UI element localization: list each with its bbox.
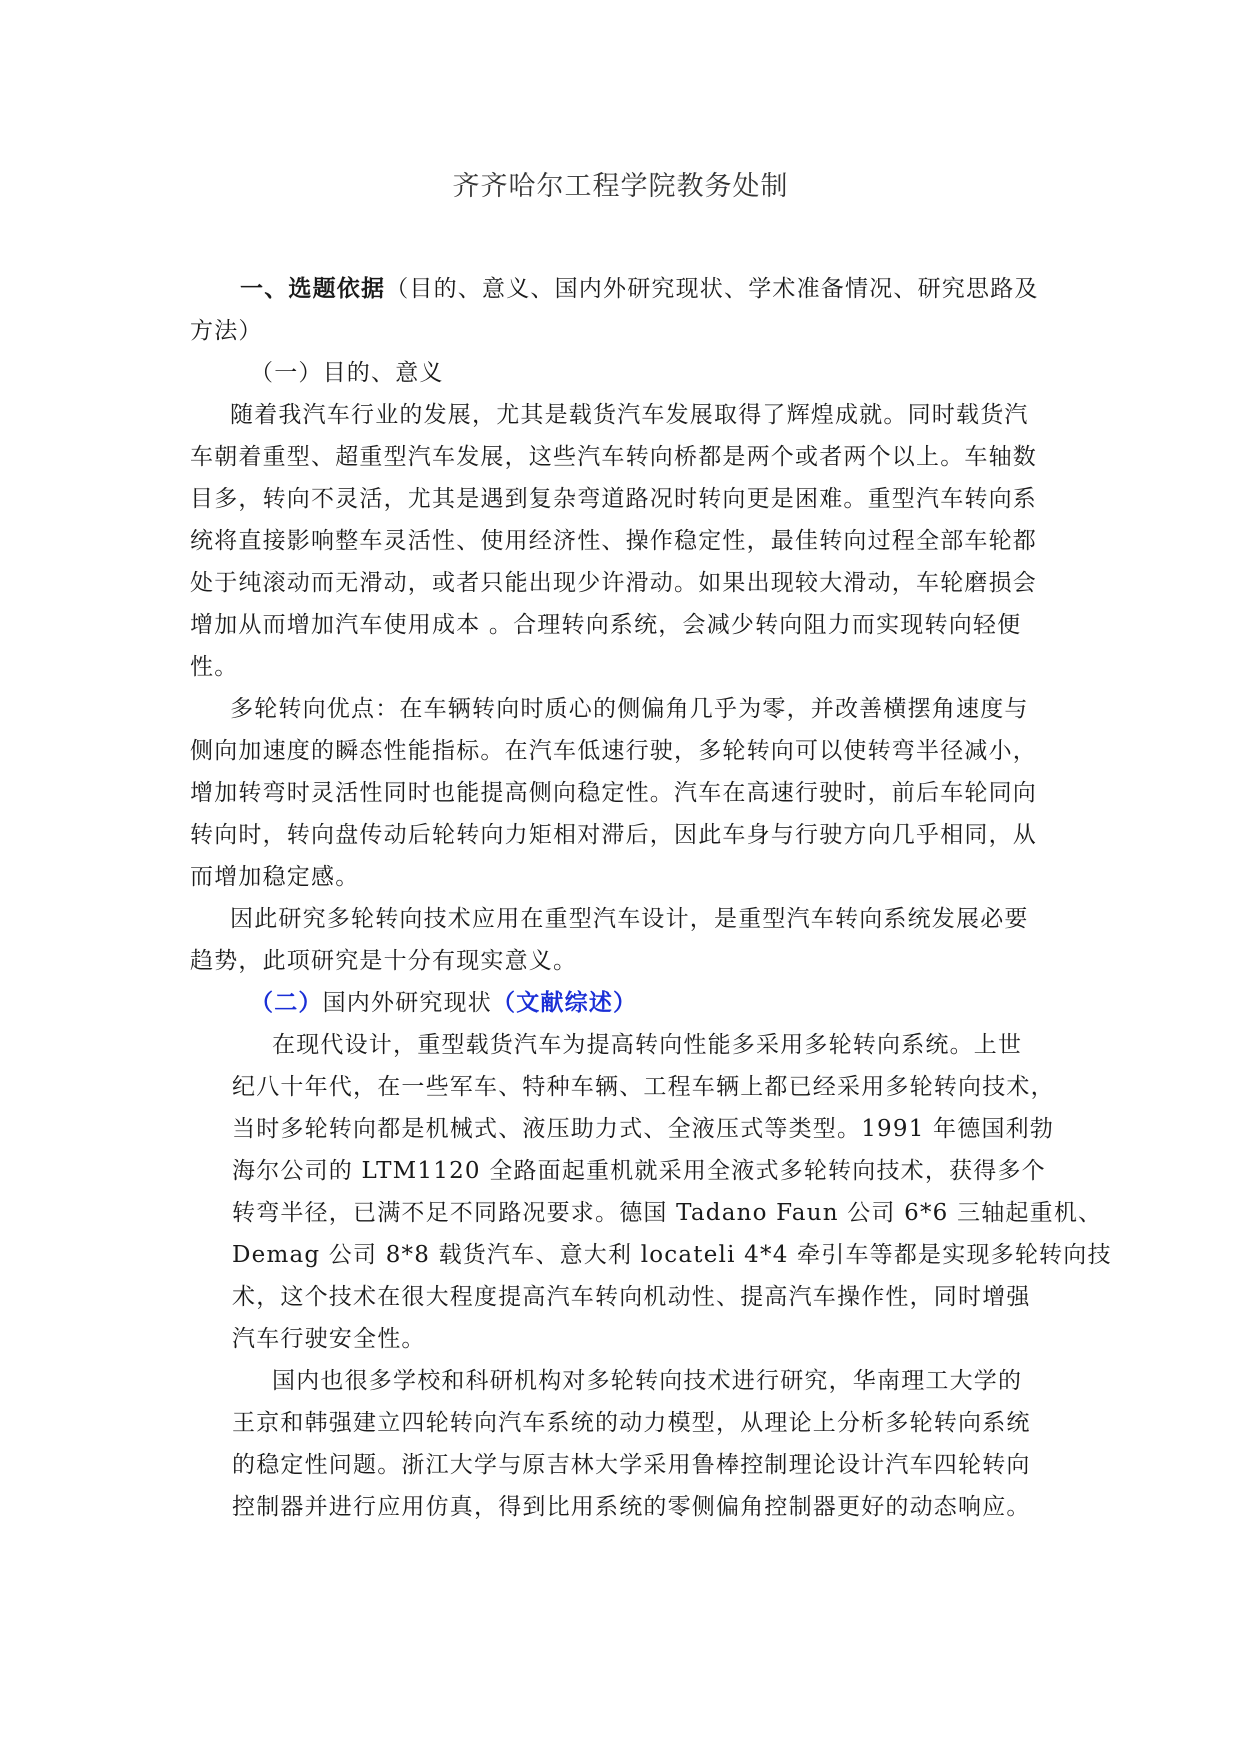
paragraph-line: 术，这个技术在很大程度提高汽车转向机动性、提高汽车操作性，同时增强	[232, 1284, 1031, 1310]
paragraph-line: 当时多轮转向都是机械式、液压助力式、全液压式等类型。1991 年德国利勃	[232, 1116, 1055, 1142]
paragraph-foreign-research	[232, 1024, 1112, 1360]
subsection-title: 国内外研究现状	[322, 990, 493, 1016]
subsection-heading-research-status	[250, 982, 1052, 1024]
paragraph-line: 增加转弯时灵活性同时也能提高侧向稳定性。汽车在高速行驶时，前后车轮同向	[190, 780, 1037, 806]
document-header: 齐齐哈尔工程学院教务处制	[452, 171, 789, 202]
section-heading-title: 一、选题依据	[240, 275, 386, 302]
paragraph-line: 在现代设计，重型载货汽车为提高转向性能多采用多轮转向系统。上世	[272, 1032, 1023, 1058]
paragraph-line: 性。	[190, 654, 239, 680]
paragraph-line: 多轮转向优点：在车辆转向时质心的侧偏角几乎为零，并改善横摆角速度与	[230, 696, 1029, 722]
paragraph-line: 纪八十年代，在一些军车、特种车辆、工程车辆上都已经采用多轮转向技术，	[232, 1074, 1055, 1100]
paragraph-line: 而增加稳定感。	[190, 864, 360, 890]
paragraph-line: 因此研究多轮转向技术应用在重型汽车设计，是重型汽车转向系统发展必要	[230, 906, 1029, 932]
paragraph-line: 处于纯滚动而无滑动，或者只能出现少许滑动。如果出现较大滑动，车轮磨损会	[190, 570, 1037, 596]
section-heading-subtitle: （目的、意义、国内外研究现状、学术准备情况、研究思路及	[385, 276, 1039, 302]
document-body	[190, 268, 1112, 1528]
paragraph-line: 海尔公司的 LTM1120 全路面起重机就采用全液式多轮转向技术，获得多个	[232, 1158, 1046, 1184]
paragraph-line: 趋势，此项研究是十分有现实意义。	[190, 948, 578, 974]
paragraph-line: 增加从而增加汽车使用成本 。合理转向系统，会减少转向阻力而实现转向轻便	[190, 612, 1022, 638]
subsection-note: （文献综述）	[492, 989, 638, 1016]
section-heading-line-2: 方法）	[190, 318, 263, 344]
paragraph-line: 目多，转向不灵活，尤其是遇到复杂弯道路况时转向更是困难。重型汽车转向系	[190, 486, 1037, 512]
paragraph-line: 侧向加速度的瞬态性能指标。在汽车低速行驶，多轮转向可以使转弯半径减小，	[190, 738, 1037, 764]
paragraph-line: 统将直接影响整车灵活性、使用经济性、操作稳定性，最佳转向过程全部车轮都	[190, 528, 1037, 554]
paragraph-domestic-research	[232, 1360, 1052, 1528]
paragraph-line: 王京和韩强建立四轮转向汽车系统的动力模型，从理论上分析多轮转向系统	[232, 1410, 1031, 1436]
paragraph-line: 控制器并进行应用仿真，得到比用系统的零侧偏角控制器更好的动态响应。	[232, 1494, 1031, 1520]
paragraph-line: 车朝着重型、超重型汽车发展，这些汽车转向桥都是两个或者两个以上。车轴数	[190, 444, 1037, 470]
paragraph-line: 国内也很多学校和科研机构对多轮转向技术进行研究，华南理工大学的	[272, 1368, 1023, 1394]
subsection-number: （二）	[250, 989, 323, 1016]
paragraph-line: 转向时，转向盘传动后轮转向力矩相对滞后，因此车身与行驶方向几乎相同，从	[190, 822, 1037, 848]
paragraph-line: 汽车行驶安全性。	[232, 1326, 426, 1352]
subsection-heading-purpose: （一）目的、意义	[250, 360, 444, 386]
paragraph-purpose	[190, 394, 1052, 688]
paragraph-advantages	[190, 688, 1052, 898]
paragraph-line: 转弯半径，已满不足不同路况要求。德国 Tadano Faun 公司 6*6 三轴起重机、	[232, 1200, 1103, 1226]
paragraph-line: 的稳定性问题。浙江大学与原吉林大学采用鲁棒控制理论设计汽车四轮转向	[232, 1452, 1031, 1478]
section-heading-line-1	[240, 268, 1052, 310]
paragraph-line: Demag 公司 8*8 载货汽车、意大利 locateli 4*4 牵引车等都是实现多轮转向技	[232, 1242, 1112, 1268]
paragraph-line: 随着我汽车行业的发展，尤其是载货汽车发展取得了辉煌成就。同时载货汽	[230, 402, 1029, 428]
paragraph-significance	[190, 898, 1052, 982]
